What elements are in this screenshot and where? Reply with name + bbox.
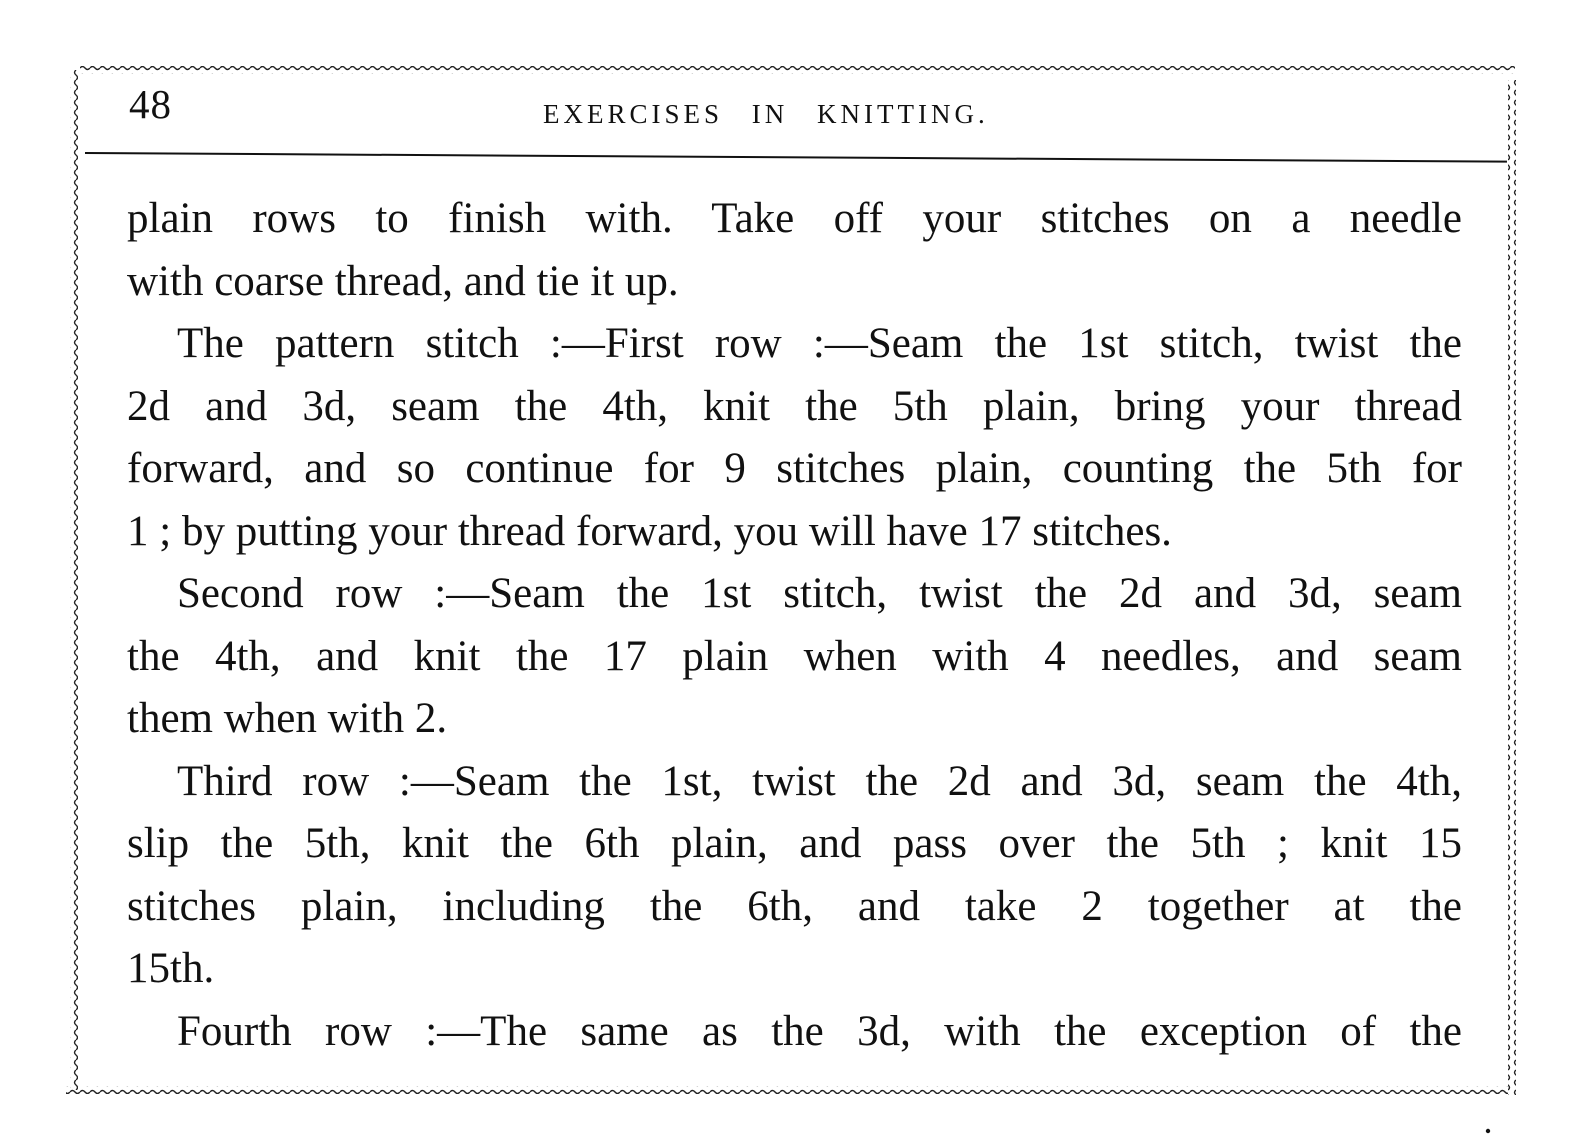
text-line: slip the 5th, knit the 6th plain, and pass over the 5th ; knit 15 [127,820,1462,867]
text-line: forward, and so continue for 9 stitches plain, counting the 5th for [127,445,1462,492]
wavy-border-left [70,70,78,1090]
running-title: EXERCISES IN KNITTING. [543,99,989,129]
wavy-border-top [80,66,1515,74]
text-line: the 4th, and knit the 17 plain when with 4 needles, and seam [127,632,1462,680]
wavy-border-bottom [66,1086,1508,1094]
text-line: with coarse thread, and tie it up. [127,257,679,305]
text-line: plain rows to finish with. Take off your stitches on a needle [127,195,1462,242]
header-rule [85,152,1507,163]
text-line: 2d and 3d, seam the 4th, knit the 5th plain, bring your thread [127,382,1462,430]
speck-mark [1486,1129,1490,1133]
wavy-border-right [1508,80,1516,1095]
page-number: 48 [129,81,172,127]
text-line: Second row :—Seam the 1st stitch, twist the 2d and 3d, seam [177,570,1462,617]
text-line: Fourth row :—The same as the 3d, with the exception of the [177,1007,1462,1055]
text-line: Third row :—Seam the 1st, twist the 2d and 3d, seam the 4th, [177,757,1462,805]
text-line: 15th. [127,945,215,992]
text-line: The pattern stitch :—First row :—Seam the 1st stitch, twist the [177,320,1462,367]
text-line: 1 ; by putting your thread forward, you will have 17 stitches. [127,507,1172,555]
text-line: them when with 2. [127,695,448,742]
text-line: stitches plain, including the 6th, and take 2 together at the [127,882,1462,930]
body-text [127,188,1462,1063]
